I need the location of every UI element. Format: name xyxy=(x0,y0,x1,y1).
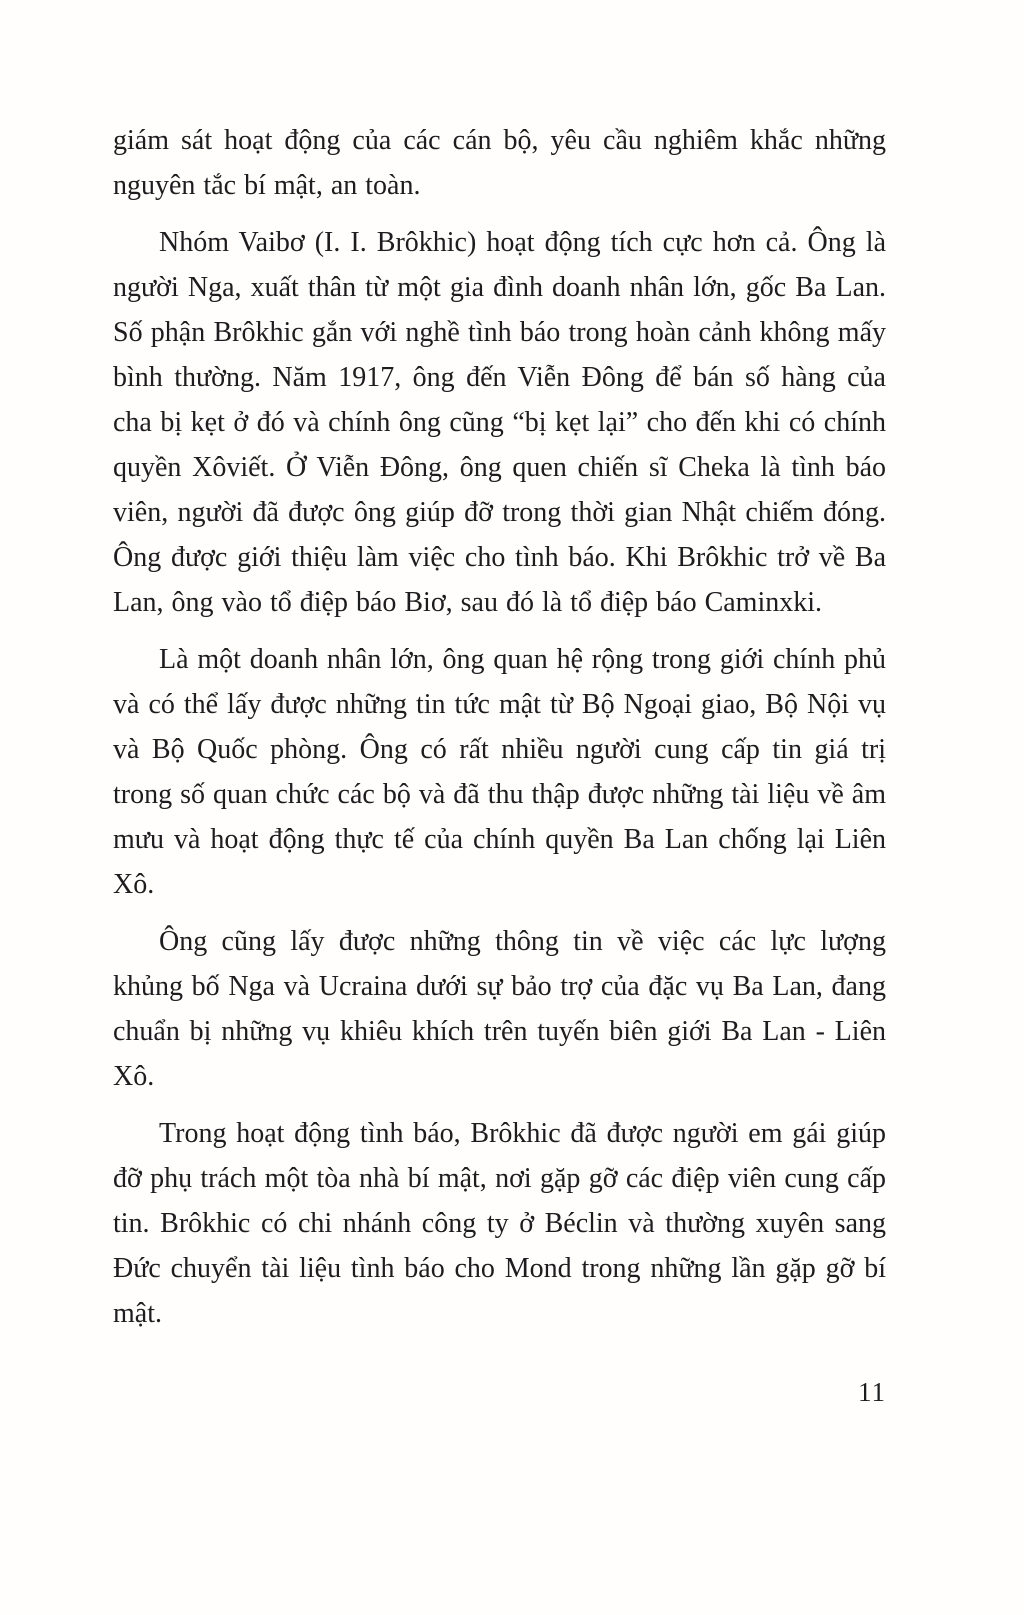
page-text xyxy=(113,118,886,1336)
paragraph: giám sát hoạt động của các cán bộ, yêu cầu nghiêm khắc những nguyên tắc bí mật, an toàn. xyxy=(113,125,886,201)
paragraph: Nhóm Vaibơ (I. I. Brôkhic) hoạt động tích cực hơn cả. Ông là người Nga, xuất thân từ một gia đình doanh nhân lớn, gốc Ba Lan. Số phận Brôkhic gắn với nghề tình báo trong hoàn cảnh không mấy bình thường. Năm 1917, ông đến Viễn Đông để bán số hàng của cha bị kẹt ở đó và chính ông cũng “bị kẹt lại” cho đến khi có chính quyền Xôviết. Ở Viễn Đông, ông quen chiến sĩ Cheka là tình báo viên, người đã được ông giúp đỡ trong thời gian Nhật chiếm đóng. Ông được giới thiệu làm việc cho tình báo. Khi Brôkhic trở về Ba Lan, ông vào tổ điệp báo Biơ, sau đó là tổ điệp báo Caminxki. xyxy=(113,227,886,618)
paragraph: Ông cũng lấy được những thông tin về việc các lực lượng khủng bố Nga và Ucraina dưới sự bảo trợ của đặc vụ Ba Lan, đang chuẩn bị những vụ khiêu khích trên tuyến biên giới Ba Lan - Liên Xô. xyxy=(113,926,886,1092)
paragraph: Trong hoạt động tình báo, Brôkhic đã được người em gái giúp đỡ phụ trách một tòa nhà bí mật, nơi gặp gỡ các điệp viên cung cấp tin. Brôkhic có chi nhánh công ty ở Béclin và thường xuyên sang Đức chuyển tài liệu tình báo cho Mond trong những lần gặp gỡ bí mật. xyxy=(113,1118,886,1329)
page-number: 11 xyxy=(858,1377,886,1407)
paragraph: Là một doanh nhân lớn, ông quan hệ rộng trong giới chính phủ và có thể lấy được những tin tức mật từ Bộ Ngoại giao, Bộ Nội vụ và Bộ Quốc phòng. Ông có rất nhiều người cung cấp tin giá trị trong số quan chức các bộ và đã thu thập được những tài liệu về âm mưu và hoạt động thực tế của chính quyền Ba Lan chống lại Liên Xô. xyxy=(113,644,886,900)
